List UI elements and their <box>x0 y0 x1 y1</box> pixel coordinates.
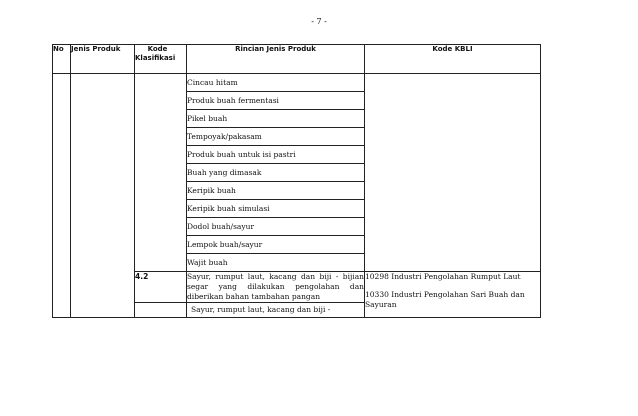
rincian-item-multiline: Sayur, rumput laut, kacang dan biji - bijian segar yang dilakukan pengolahan dan diberikan bahan tambahan pangan <box>187 272 364 301</box>
page-number: - 7 - <box>311 17 327 26</box>
header-jenis-produk: Jenis Produk <box>71 45 135 74</box>
rincian-item: Keripik buah simulasi <box>187 200 365 218</box>
table-row <box>53 74 541 92</box>
rincian-item: Tempoyak/pakasam <box>187 128 365 146</box>
rincian-item: Wajit buah <box>187 254 365 272</box>
kbli-entry: 10330 Industri Pengolahan Sari Buah dan Sayuran <box>365 290 525 309</box>
rincian-item: Keripik buah <box>187 182 365 200</box>
rincian-item: Produk buah fermentasi <box>187 92 365 110</box>
header-rincian: Rincian Jenis Produk <box>187 45 365 74</box>
rincian-item: Dodol buah/sayur <box>187 218 365 236</box>
cell-no <box>53 74 71 318</box>
rincian-item-truncated <box>187 303 365 318</box>
kode-klasifikasi-value: 4.2 <box>135 272 187 303</box>
rincian-item: Pikel buah <box>187 110 365 128</box>
header-kbli: Kode KBLI <box>365 45 541 74</box>
header-kode-line2: Klasifikasi <box>135 54 176 62</box>
kbli-entry: 10298 Industri Pengolahan Rumput Laut <box>365 272 521 281</box>
rincian-item: Cincau hitam <box>187 74 365 92</box>
cell-kode-empty <box>135 303 187 318</box>
cell-kbli-empty <box>365 74 541 272</box>
header-row <box>53 45 541 74</box>
cell-kode-empty <box>135 74 187 272</box>
rincian-item: Buah yang dimasak <box>187 164 365 182</box>
header-kode-line1: Kode <box>147 45 168 53</box>
product-table <box>52 44 541 318</box>
header-kode-klasifikasi <box>135 45 187 74</box>
kbli-cell <box>365 272 541 318</box>
kbli-spacer <box>365 282 540 290</box>
rincian-item-text: Sayur, rumput laut, kacang dan biji - <box>191 305 331 314</box>
rincian-item: Lempok buah/sayur <box>187 236 365 254</box>
rincian-item: Produk buah untuk isi pastri <box>187 146 365 164</box>
cell-jenis-produk <box>71 74 135 318</box>
header-no: No <box>53 45 71 74</box>
